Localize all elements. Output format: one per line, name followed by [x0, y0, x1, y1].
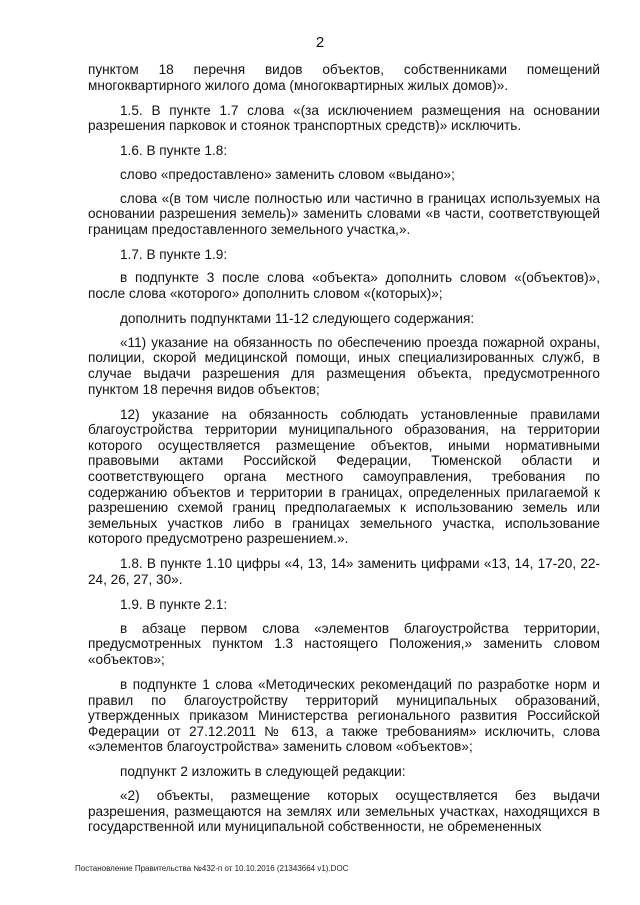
paragraph-item-1-8: 1.8. В пункте 1.10 цифры «4, 13, 14» заменить цифрами «13, 14, 17-20, 22-24, 26, 27, 30».	[88, 556, 600, 588]
document-footer: Постановление Правительства №432-п от 10.10.2016 (21343664 v1).DOC	[75, 864, 349, 873]
page-number: 2	[315, 34, 325, 51]
paragraph-item-1-9-first: в абзаце первом слова «элементов благоустройства территории, предусмотренных пунктом 1.3 настоящего Положения,» заменить словом «объектов»;	[88, 620, 600, 667]
paragraph-subitem-11: «11) указание на обязанность по обеспечению проезда пожарной охраны, полиции, скорой медицинской помощи, иных специализированных служб, в случае выдачи разрешения для размещения объекта, предусмотренного пунктом 18 перечня видов объектов;	[88, 334, 600, 397]
paragraph-item-1-7-subitem-3: в подпункте 3 после слова «объекта» дополнить словом «(объектов)», после слова «которого» дополнить словом «(которых)»;	[88, 270, 600, 302]
paragraph-item-1-5: 1.5. В пункте 1.7 слова «(за исключением размещения на основании разрешения парковок и стоянок транспортных средств)» исключить.	[88, 102, 600, 134]
paragraph-subitem-2-text: «2) объекты, размещение которых осуществляется без выдачи разрешения, размещаются на землях или земельных участках, находящихся в государственной или муниципальной собственности, не обремененных	[88, 788, 600, 835]
paragraph-continuation: пунктом 18 перечня видов объектов, собственниками помещений многоквартирного жилого дома (многоквартирных жилых домов)».	[88, 62, 600, 93]
paragraph-item-1-6-word: слово «предоставлено» заменить словом «выдано»;	[120, 166, 455, 182]
paragraph-subitem-12: 12) указание на обязанность соблюдать установленные правилами благоустройства территории муниципального образования, на территории которого осуществляется размещение объектов, иными нормативными правовыми актами Российской Федерации, Тюменской области и соответствующего органа местного самоуправления, требования по содержанию объектов и территории в границах, определенных прилагаемой к разрешению схемой границ предполагаемых к использованию земель или земельных участков либо в границах земельного участка, использование которого предусмотрено разрешением.».	[88, 406, 600, 547]
paragraph-item-1-7-add: дополнить подпунктами 11-12 следующего содержания:	[120, 311, 475, 327]
paragraph-item-1-9-subitem-2: подпункт 2 изложить в следующей редакции:	[120, 764, 406, 780]
paragraph-item-1-7: 1.7. В пункте 1.9:	[120, 246, 228, 262]
paragraph-item-1-6: 1.6. В пункте 1.8:	[120, 143, 228, 159]
paragraph-item-1-6-words: слова «(в том числе полностью или частично в границах используемых на основании разрешения земель)» заменить словами «в части, соответствующей границам предоставленного земельного участка,».	[88, 190, 600, 237]
paragraph-item-1-9: 1.9. В пункте 2.1:	[120, 597, 228, 613]
paragraph-item-1-9-subitem-1: в подпункте 1 слова «Методических рекомендаций по разработке норм и правил по благоустройству территорий муниципальных образований, утвержденных приказом Министерства регионального развития Российской Федерации от 27.12.2011 № 613, а также требованиям» исключить, слова «элементов благоустройства» заменить словом «объектов»;	[88, 677, 600, 755]
document-body	[88, 62, 600, 844]
